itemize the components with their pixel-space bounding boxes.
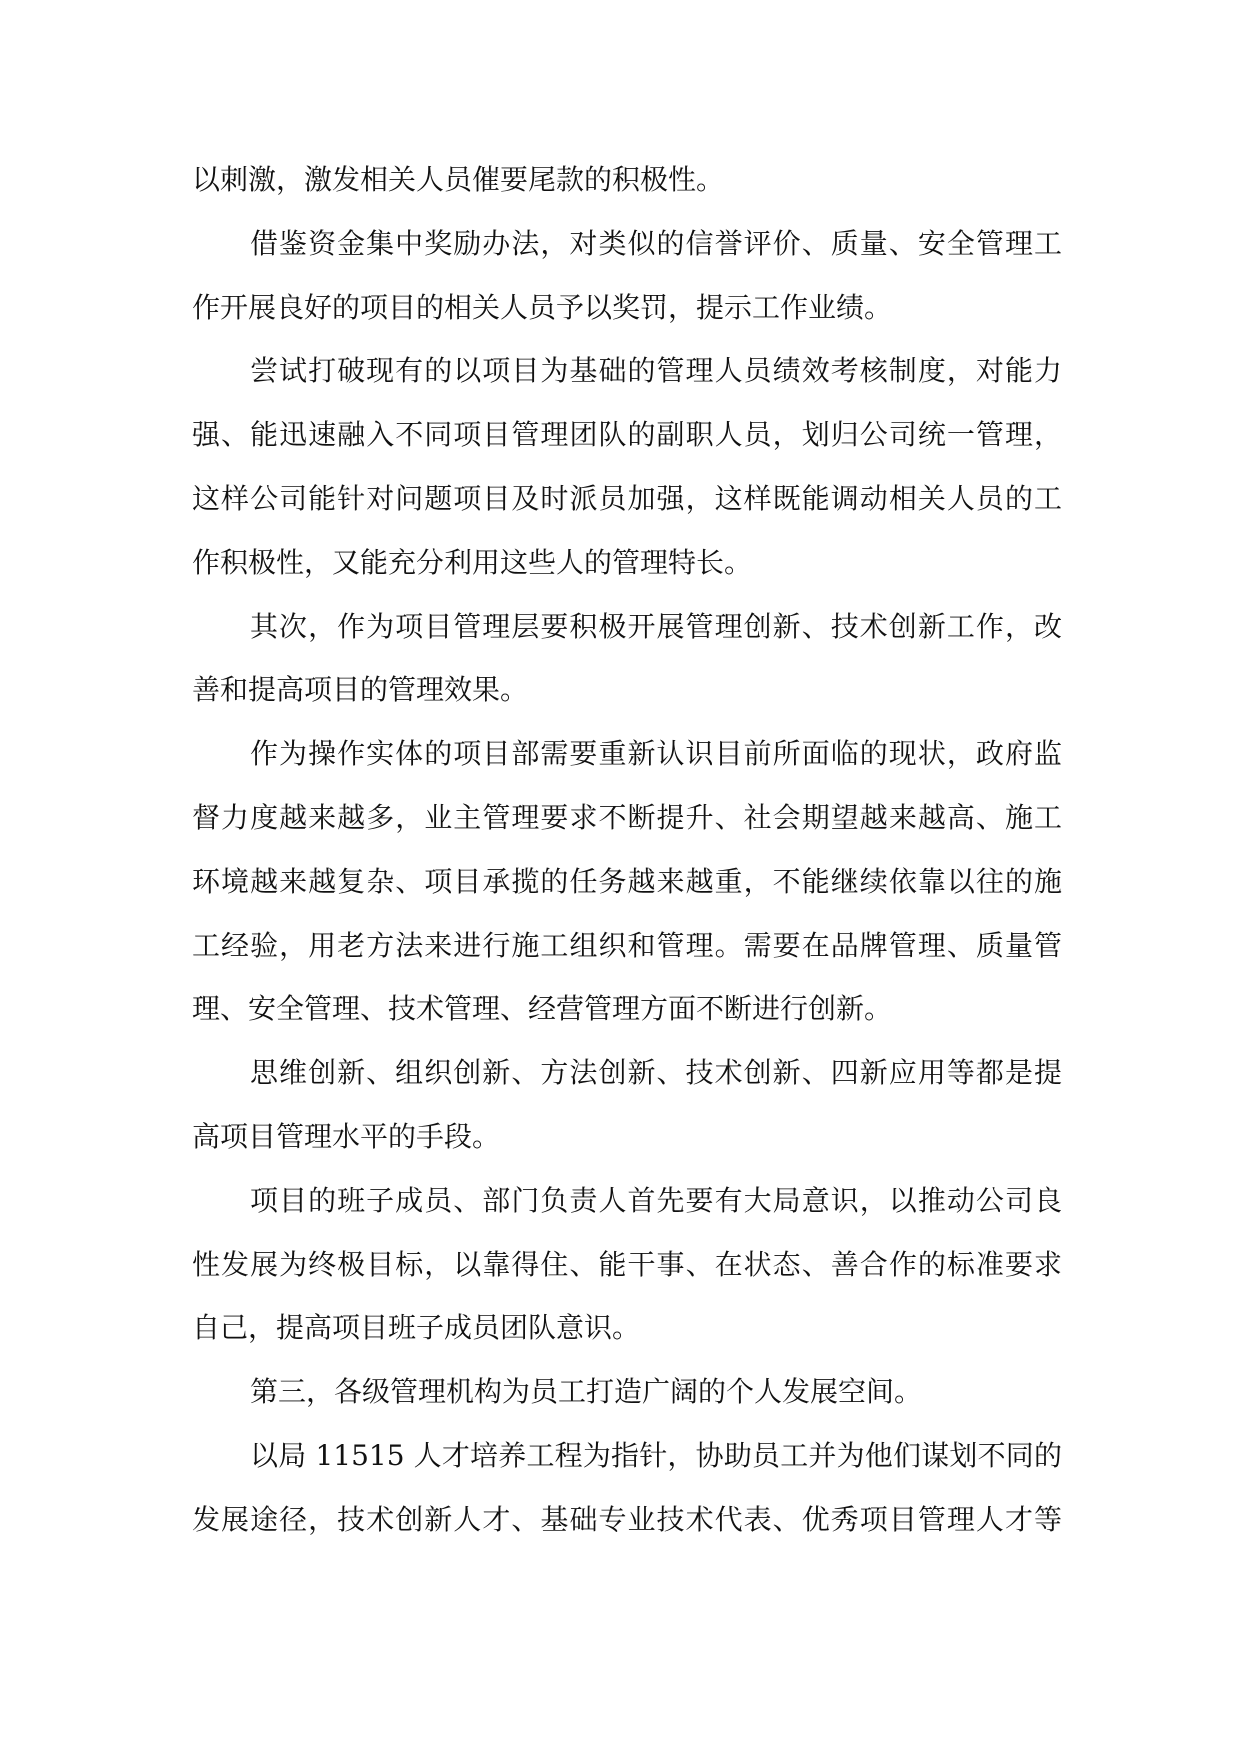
text-line: 善和提高项目的管理效果。 [192, 673, 529, 707]
text-line: 环境越来越复杂、项目承揽的任务越来越重，不能继续依靠以往的施 [192, 864, 1062, 898]
text-line: 性发展为终极目标，以靠得住、能干事、在状态、善合作的标准要求 [192, 1247, 1062, 1281]
text-line: 强、能迅速融入不同项目管理团队的副职人员，划归公司统一管理， [192, 418, 1062, 452]
text-line: 督力度越来越多，业主管理要求不断提升、社会期望越来越高、施工 [192, 800, 1062, 834]
text-line: 思维创新、组织创新、方法创新、技术创新、四新应用等都是提 [250, 1056, 1062, 1090]
text-line: 工经验，用老方法来进行施工组织和管理。需要在品牌管理、质量管 [192, 928, 1062, 962]
text-line: 作积极性，又能充分利用这些人的管理特长。 [192, 545, 753, 579]
text-line: 高项目管理水平的手段。 [192, 1119, 501, 1153]
text-line: 借鉴资金集中奖励办法，对类似的信誉评价、质量、安全管理工 [250, 226, 1062, 260]
text-line: 其次，作为项目管理层要积极开展管理创新、技术创新工作，改 [250, 609, 1062, 643]
body-text [192, 160, 1062, 1564]
text-line: 这样公司能针对问题项目及时派员加强，这样既能调动相关人员的工 [192, 481, 1062, 515]
text-line: 以局 11515 人才培养工程为指针，协助员工并为他们谋划不同的 [250, 1438, 1062, 1472]
text-line: 作为操作实体的项目部需要重新认识目前所面临的现状，政府监 [250, 737, 1062, 771]
text-line: 尝试打破现有的以项目为基础的管理人员绩效考核制度，对能力 [250, 354, 1062, 388]
text-line: 自己，提高项目班子成员团队意识。 [192, 1311, 641, 1345]
text-line: 发展途径，技术创新人才、基础专业技术代表、优秀项目管理人才等 [192, 1502, 1062, 1536]
text-line: 理、安全管理、技术管理、经营管理方面不断进行创新。 [192, 992, 893, 1026]
text-line: 项目的班子成员、部门负责人首先要有大局意识，以推动公司良 [250, 1183, 1062, 1217]
text-line: 以刺激，激发相关人员催要尾款的积极性。 [192, 163, 725, 196]
text-line: 作开展良好的项目的相关人员予以奖罚，提示工作业绩。 [192, 290, 893, 324]
text-line: 第三，各级管理机构为员工打造广阔的个人发展空间。 [250, 1375, 923, 1409]
